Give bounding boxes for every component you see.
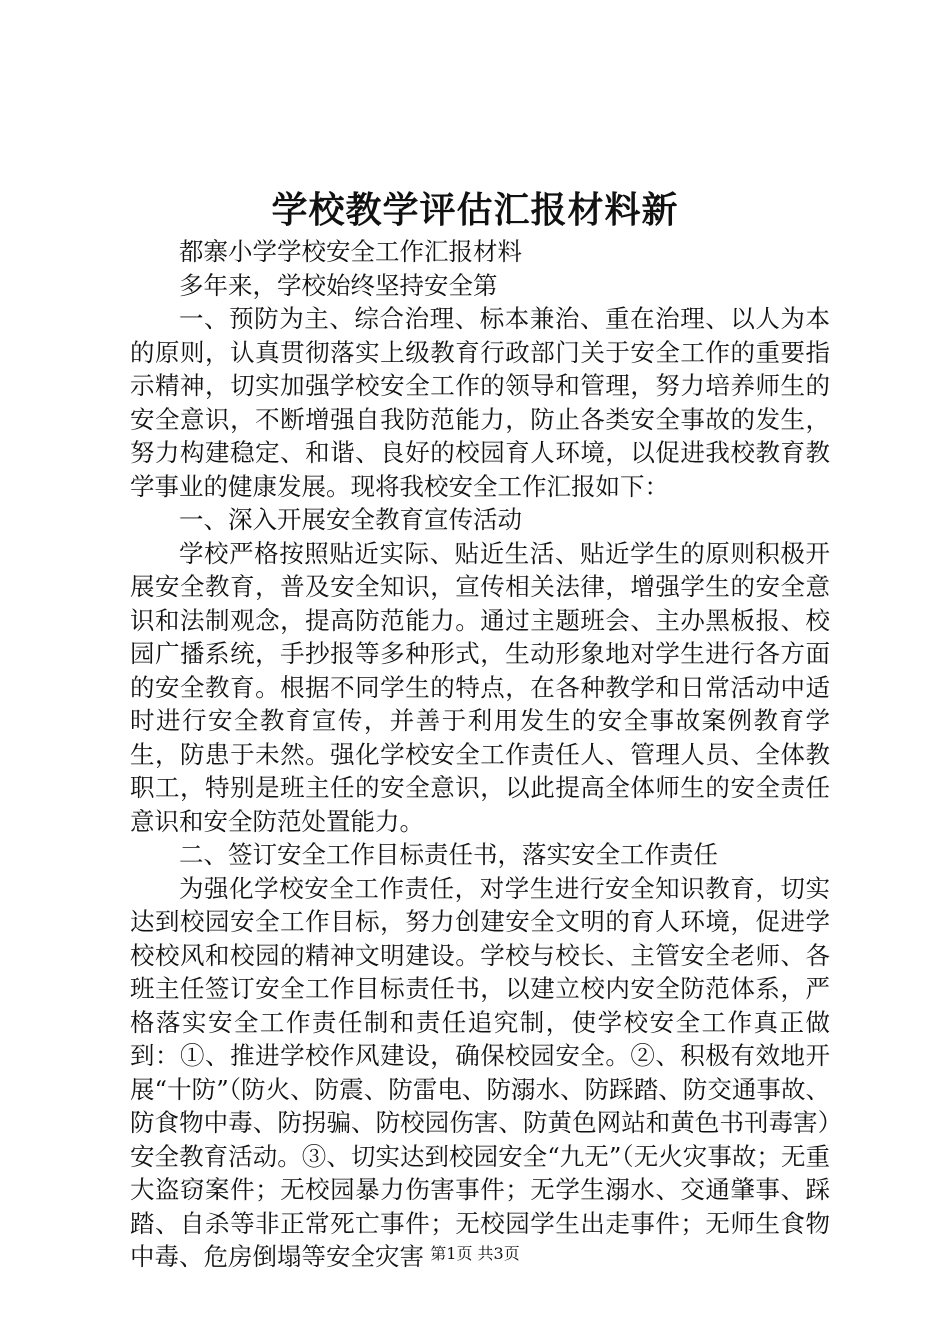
page-number: 第1页 共3页 — [430, 1244, 520, 1263]
section-heading-1: 一、深入开展安全教育宣传活动 — [179, 505, 522, 534]
paragraph-responsibility: 为强化学校安全工作责任，对学生进行安全知识教育，切实达到校园安全工作目标，努力创建安全文明的育人环境，促进学校校风和校园的精神文明建设。学校与校长、主管安全老师、各班主任签订安全工作目标责任书，以建立校内安全防范体系，严格落实安全工作责任制和责任追究制，使学校安全工作真正做到：①、推进学校作风建设，确保校园安全。②、积极有效地开展“十防”（防火、防震、防雷电、防溺水、防踩踏、防交通事故、防食物中毒、防拐骗、防校园伤害、防黄色网站和黄色书刊毒害）安全教育活动。③、切实达到校园安全“九无”（无火灾事故；无重大盗窃案件；无校园暴力伤害事件；无学生溺水、交通肇事、踩踏、自杀等非正常死亡事件；无校园学生出走事件；无师生食物中毒、危房倒塌等安全灾害 — [130, 873, 830, 1271]
paragraph-school-name: 都寨小学学校安全工作汇报材料 — [179, 237, 522, 266]
paragraph-principle: 一、预防为主、综合治理、标本兼治、重在治理、以人为本的原则，认真贯彻落实上级教育行政部门关于安全工作的重要指示精神，切实加强学校安全工作的领导和管理，努力培养师生的安全意识，不断增强自我防范能力，防止各类安全事故的发生，努力构建稳定、和谐、良好的校园育人环境，以促进我校教育教学事业的健康发展。现将我校安全工作汇报如下： — [130, 304, 830, 501]
document-title: 学校教学评估汇报材料新 — [271, 189, 679, 231]
section-heading-2: 二、签订安全工作目标责任书，落实安全工作责任 — [179, 840, 718, 869]
paragraph-education: 学校严格按照贴近实际、贴近生活、贴近学生的原则积极开展安全教育，普及安全知识，宣传相关法律，增强学生的安全意识和法制观念，提高防范能力。通过主题班会、主办黑板报、校园广播系统，手抄报等多种形式，生动形象地对学生进行各方面的安全教育。根据不同学生的特点，在各种教学和日常活动中适时进行安全教育宣传，并善于利用发生的安全事故案例教育学生，防患于未然。强化学校安全工作责任人、管理人员、全体教职工，特别是班主任的安全意识，以此提高全体师生的安全责任意识和安全防范处置能力。 — [130, 538, 830, 836]
document-body — [130, 235, 830, 1274]
paragraph-intro: 多年来，学校始终坚持安全第 — [179, 270, 498, 300]
